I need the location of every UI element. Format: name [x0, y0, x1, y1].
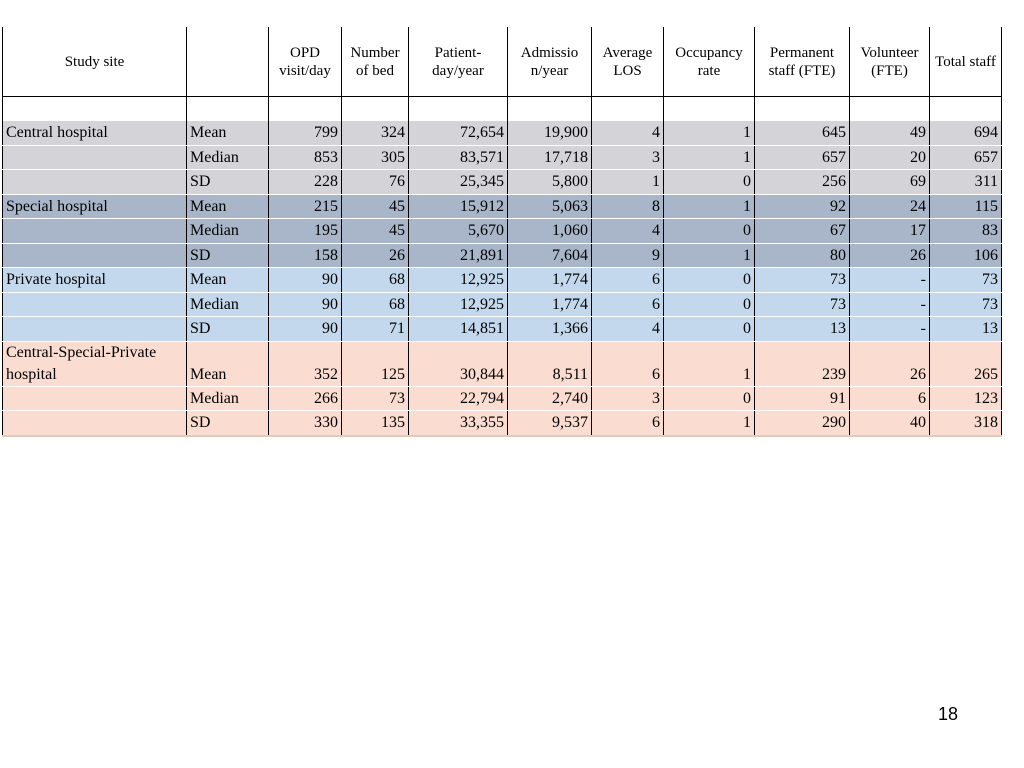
- value-cell: 73: [342, 386, 409, 411]
- study-site-cell: Private hospital: [3, 268, 187, 293]
- value-cell: 694: [930, 121, 1002, 145]
- value-cell: 215: [269, 194, 342, 219]
- hospital-statistics-table: [2, 27, 1002, 437]
- value-cell: 69: [850, 170, 930, 195]
- value-cell: 24: [850, 194, 930, 219]
- header-occupancy-rate: Occupancy rate: [664, 27, 755, 97]
- value-cell: 15,912: [409, 194, 508, 219]
- value-cell: 0: [664, 170, 755, 195]
- header-permanent-staff: Permanent staff (FTE): [755, 27, 850, 97]
- value-cell: 1: [592, 170, 664, 195]
- value-cell: 0: [664, 292, 755, 317]
- statistic-cell: SD: [187, 317, 269, 342]
- value-cell: 4: [592, 219, 664, 244]
- value-cell: 115: [930, 194, 1002, 219]
- value-cell: 68: [342, 268, 409, 293]
- value-cell: 91: [755, 386, 850, 411]
- value-cell: 3: [592, 386, 664, 411]
- value-cell: 33,355: [409, 411, 508, 436]
- study-site-cell: Special hospital: [3, 194, 187, 219]
- header-opd-visit: OPD visit/day: [269, 27, 342, 97]
- value-cell: 1: [664, 243, 755, 268]
- value-cell: 21,891: [409, 243, 508, 268]
- value-cell: 8,511: [508, 341, 592, 386]
- value-cell: 1,366: [508, 317, 592, 342]
- table-row: [3, 341, 1002, 386]
- value-cell: 5,670: [409, 219, 508, 244]
- table-row: [3, 121, 1002, 145]
- table-row: [3, 411, 1002, 436]
- study-site-cell: [3, 219, 187, 244]
- study-site-cell: Central hospital: [3, 121, 187, 145]
- value-cell: 330: [269, 411, 342, 436]
- value-cell: 799: [269, 121, 342, 145]
- study-site-cell: [3, 145, 187, 170]
- value-cell: 657: [930, 145, 1002, 170]
- value-cell: 1,774: [508, 268, 592, 293]
- value-cell: 3: [592, 145, 664, 170]
- value-cell: 5,063: [508, 194, 592, 219]
- value-cell: 4: [592, 317, 664, 342]
- value-cell: 73: [755, 268, 850, 293]
- study-site-cell: [3, 243, 187, 268]
- value-cell: 1: [664, 341, 755, 386]
- value-cell: 158: [269, 243, 342, 268]
- value-cell: 45: [342, 194, 409, 219]
- header-total-staff: Total staff: [930, 27, 1002, 97]
- value-cell: 40: [850, 411, 930, 436]
- value-cell: 6: [592, 341, 664, 386]
- study-site-cell: [3, 170, 187, 195]
- value-cell: 45: [342, 219, 409, 244]
- value-cell: 228: [269, 170, 342, 195]
- header-average-los: Average LOS: [592, 27, 664, 97]
- value-cell: 0: [664, 219, 755, 244]
- value-cell: 1: [664, 411, 755, 436]
- value-cell: 8: [592, 194, 664, 219]
- hospital-statistics-table-container: [2, 27, 1001, 437]
- page-number: 18: [938, 704, 959, 724]
- value-cell: 123: [930, 386, 1002, 411]
- value-cell: 0: [664, 317, 755, 342]
- statistic-cell: Mean: [187, 341, 269, 386]
- value-cell: 71: [342, 317, 409, 342]
- study-site-cell: Central-Special-Private hospital: [3, 341, 187, 386]
- statistic-cell: Median: [187, 386, 269, 411]
- table-row: [3, 219, 1002, 244]
- value-cell: 0: [664, 268, 755, 293]
- value-cell: 17: [850, 219, 930, 244]
- value-cell: 324: [342, 121, 409, 145]
- value-cell: 83,571: [409, 145, 508, 170]
- value-cell: 73: [930, 268, 1002, 293]
- value-cell: 12,925: [409, 268, 508, 293]
- value-cell: 1,774: [508, 292, 592, 317]
- study-site-cell: [3, 386, 187, 411]
- value-cell: 26: [850, 341, 930, 386]
- value-cell: 6: [592, 411, 664, 436]
- value-cell: 92: [755, 194, 850, 219]
- statistic-cell: Mean: [187, 268, 269, 293]
- statistic-cell: SD: [187, 243, 269, 268]
- header-patient-day: Patient-day/year: [409, 27, 508, 97]
- value-cell: 6: [592, 268, 664, 293]
- value-cell: 266: [269, 386, 342, 411]
- value-cell: 0: [664, 386, 755, 411]
- value-cell: 90: [269, 268, 342, 293]
- value-cell: 305: [342, 145, 409, 170]
- value-cell: 49: [850, 121, 930, 145]
- statistic-cell: Median: [187, 292, 269, 317]
- header-study-site: Study site: [3, 27, 187, 97]
- value-cell: 5,800: [508, 170, 592, 195]
- value-cell: 20: [850, 145, 930, 170]
- table-row: [3, 194, 1002, 219]
- statistic-cell: Median: [187, 145, 269, 170]
- value-cell: 657: [755, 145, 850, 170]
- value-cell: 1: [664, 121, 755, 145]
- value-cell: 135: [342, 411, 409, 436]
- value-cell: 26: [850, 243, 930, 268]
- value-cell: 6: [592, 292, 664, 317]
- table-row: [3, 317, 1002, 342]
- value-cell: -: [850, 317, 930, 342]
- statistic-cell: SD: [187, 170, 269, 195]
- value-cell: 311: [930, 170, 1002, 195]
- value-cell: 4: [592, 121, 664, 145]
- value-cell: 1,060: [508, 219, 592, 244]
- header-admission: Admissio n/year: [508, 27, 592, 97]
- value-cell: 195: [269, 219, 342, 244]
- value-cell: 13: [930, 317, 1002, 342]
- statistic-cell: SD: [187, 411, 269, 436]
- value-cell: 68: [342, 292, 409, 317]
- value-cell: 76: [342, 170, 409, 195]
- value-cell: 239: [755, 341, 850, 386]
- value-cell: 13: [755, 317, 850, 342]
- header-row: [3, 27, 1002, 97]
- value-cell: 2,740: [508, 386, 592, 411]
- value-cell: -: [850, 268, 930, 293]
- value-cell: 90: [269, 292, 342, 317]
- study-site-cell: [3, 292, 187, 317]
- table-row: [3, 243, 1002, 268]
- statistic-cell: Mean: [187, 121, 269, 145]
- value-cell: 1: [664, 145, 755, 170]
- value-cell: 125: [342, 341, 409, 386]
- value-cell: 1: [664, 194, 755, 219]
- value-cell: 645: [755, 121, 850, 145]
- value-cell: 318: [930, 411, 1002, 436]
- value-cell: 6: [850, 386, 930, 411]
- value-cell: 290: [755, 411, 850, 436]
- study-site-cell: [3, 411, 187, 436]
- value-cell: 25,345: [409, 170, 508, 195]
- value-cell: 22,794: [409, 386, 508, 411]
- value-cell: 12,925: [409, 292, 508, 317]
- value-cell: 256: [755, 170, 850, 195]
- value-cell: 80: [755, 243, 850, 268]
- table-row: [3, 386, 1002, 411]
- header-volunteer: Volunteer (FTE): [850, 27, 930, 97]
- table-row: [3, 292, 1002, 317]
- value-cell: 352: [269, 341, 342, 386]
- value-cell: 19,900: [508, 121, 592, 145]
- value-cell: 853: [269, 145, 342, 170]
- value-cell: 9,537: [508, 411, 592, 436]
- table-row: [3, 145, 1002, 170]
- value-cell: 7,604: [508, 243, 592, 268]
- value-cell: 90: [269, 317, 342, 342]
- value-cell: 67: [755, 219, 850, 244]
- value-cell: 106: [930, 243, 1002, 268]
- header-number-of-bed: Number of bed: [342, 27, 409, 97]
- value-cell: 73: [755, 292, 850, 317]
- table-row: [3, 268, 1002, 293]
- statistic-cell: Median: [187, 219, 269, 244]
- value-cell: 30,844: [409, 341, 508, 386]
- value-cell: -: [850, 292, 930, 317]
- value-cell: 9: [592, 243, 664, 268]
- header-statistic: [187, 27, 269, 97]
- value-cell: 83: [930, 219, 1002, 244]
- value-cell: 72,654: [409, 121, 508, 145]
- value-cell: 14,851: [409, 317, 508, 342]
- value-cell: 73: [930, 292, 1002, 317]
- study-site-cell: [3, 317, 187, 342]
- table-row: [3, 170, 1002, 195]
- value-cell: 17,718: [508, 145, 592, 170]
- value-cell: 265: [930, 341, 1002, 386]
- value-cell: 26: [342, 243, 409, 268]
- statistic-cell: Mean: [187, 194, 269, 219]
- spacer-row: [3, 97, 1002, 122]
